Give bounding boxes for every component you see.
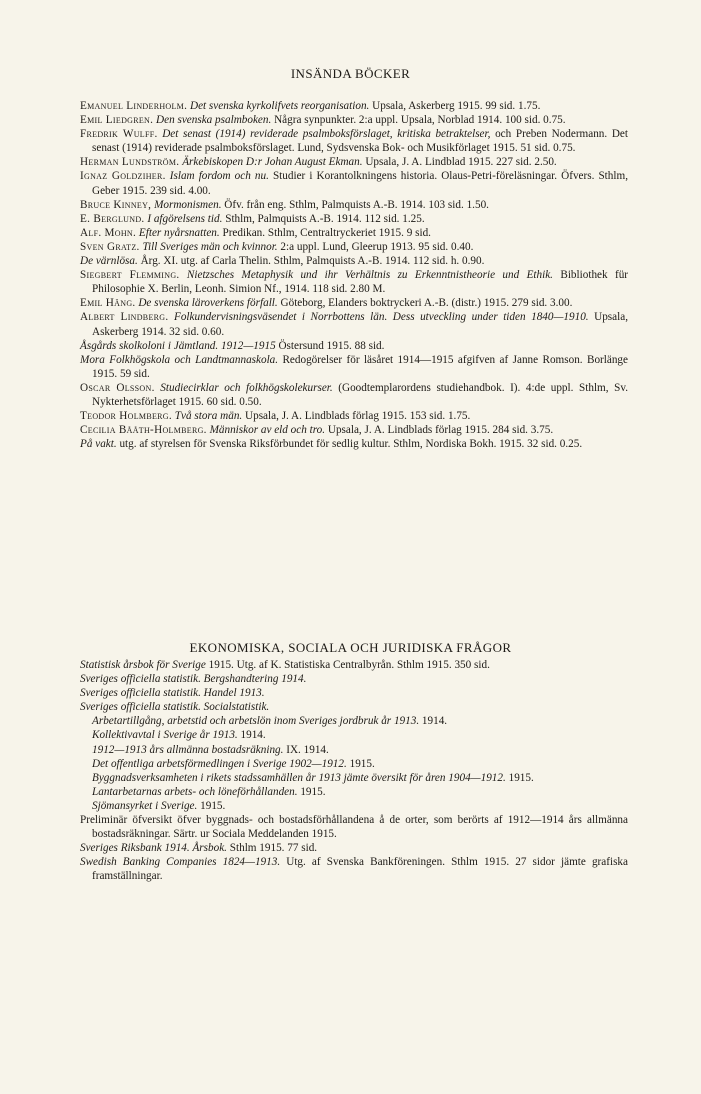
entry-details: Årg. XI. utg. af Carla Thelin. Sthlm, Palmquists A.-B. 1914. 112 sid. h. 0.90. [137,255,485,268]
entry-title: Mora Folkhögskola och Landtmannaskola. [80,353,279,366]
book-entry [80,198,628,212]
book-entry [80,437,628,451]
entry-details: 1915. [297,785,326,798]
entry-details: Preliminär öfversikt öfver byggnads- och bostadsförhållandena å de orter, som berörts af 1912—1914 års allmänna bostadsräkningar. Särtr. ur Sociala Meddelanden 1915. [80,814,628,841]
entry-title: Människor av eld och tro. [209,424,326,437]
book-entry [80,169,628,197]
entry-details: 1914. [237,729,266,742]
entry-author: Siegbert Flemming. [80,269,180,282]
entry-author: Teodor Holmberg. [80,410,172,423]
book-entry [80,212,628,226]
entry-title: Sjömansyrket i Sverige. [92,799,198,812]
book-entry [80,296,628,310]
entry-details: (Goodtemplarordens studiehandbok. I). 4:de uppl. Sthlm, Sv. Nykterhetsförlaget 1915. 60 sid. 0.50. [92,381,629,408]
entry-author: Bruce Kinney, [80,198,152,211]
entry-title: Sveriges Riksbank 1914. Årsbok. [80,842,227,855]
book-entry [80,310,628,338]
economic-entry [92,728,628,742]
entry-details: Upsala, J. A. Lindblads förlag 1915. 284 sid. 3.75. [325,424,554,437]
entry-title: Två stora män. [174,410,243,423]
entry-title: De svenska läroverkens förfall. [138,297,278,310]
entry-details: 1915. [505,771,534,784]
entry-title: Arbetartillgång, arbetstid och arbetslön inom Sveriges jordbruk år 1913. [92,715,420,728]
entry-details: utg. af styrelsen för Svenska Riksförbundet för sedlig kultur. Sthlm, Nordiska Bokh. 1915. 32 sid. 0.25. [116,438,583,451]
economic-entry [92,714,628,728]
entry-details: 1915. [346,757,375,770]
entry-title: Lantarbetarnas arbets- och löneförhållanden. [92,785,298,798]
book-entry [80,155,628,169]
economic-entry [92,771,628,785]
entry-title: Åsgårds skolkoloni i Jämtland. 1912—1915 [80,339,276,352]
economic-entry [80,700,628,714]
entry-title: Mormonismen. [154,198,222,211]
entry-details: Göteborg, Elanders boktryckeri A.-B. (distr.) 1915. 279 sid. 3.00. [277,297,573,310]
entry-author: Cecilia Bååth-Holmberg. [80,424,207,437]
entry-author: Sven Gratz. [80,240,140,253]
entry-title: Sveriges officiella statistik. Bergshandtering 1914. [80,673,307,686]
entry-title: Det senast (1914) reviderade psalmboksförslaget, kritiska betraktelser, [162,128,491,141]
entry-details: Upsala, J. A. Lindblads förlag 1915. 153 sid. 1.75. [242,410,471,423]
entry-title: I afgörelsens tid. [147,212,223,225]
entry-details: Öfv. från eng. Sthlm, Palmquists A.-B. 1914. 103 sid. 1.50. [221,198,489,211]
book-entry [80,353,628,381]
entry-title: Efter nyårsnatten. [138,226,220,239]
entry-author: Fredrik Wulff. [80,128,158,141]
book-entry [80,339,628,353]
entry-title: Sveriges officiella statistik. Handel 1913. [80,687,265,700]
entry-details: Predikan. Sthlm, Centraltryckeriet 1915. 9 sid. [219,226,431,239]
entry-title: Sveriges officiella statistik. Socialstatistik. [80,701,270,714]
entry-details: Upsala, Askerberg 1914. 32 sid. 0.60. [92,311,628,338]
book-entry [80,113,628,127]
entry-details: Några synpunkter. 2:a uppl. Upsala, Norblad 1914. 100 sid. 0.75. [271,114,566,127]
book-entry [80,268,628,296]
entry-details: och Preben Nodermann. Det senast (1914) reviderade psalmboksförslaget. Lund, Sydsvenska Bok- och Musikförlaget 1915. 51 sid. 0.75. [92,128,628,155]
economic-entry [92,757,628,771]
entry-details: 1914. [419,715,448,728]
book-list [80,99,628,451]
entry-title: Folkundervisningsväsendet i Norrbottens län. Dess utveckling under tiden 1840—1910. [173,311,589,324]
entry-author: Emanuel Linderholm. [80,100,188,112]
economic-entry [92,743,628,757]
entry-details: Östersund 1915. 88 sid. [275,339,385,352]
entry-title: Nietzsches Metaphysik und ihr Verhältnis zu Erkenntnistheorie und Ethik. [186,269,553,282]
book-entry [80,127,628,155]
entry-details: 1915. [197,799,226,812]
book-entry [80,240,628,254]
book-entry [80,409,628,423]
book-entry [80,99,628,113]
entry-title: 1912—1913 års allmänna bostadsräkning. [92,743,284,756]
economic-entry [80,813,628,841]
entry-details: Upsala, Askerberg 1915. 99 sid. 1.75. [369,100,541,112]
entry-author: Oscar Olsson. [80,381,155,394]
economic-entry [80,672,628,686]
book-entry [80,226,628,240]
entry-author: Ignaz Goldziher. [80,170,166,183]
book-entry [80,254,628,268]
entry-title: Det offentliga arbetsförmedlingen i Sverige 1902—1912. [92,757,347,770]
entry-author: Herman Lundström. [80,156,180,169]
economic-entry [92,785,628,799]
entry-title: Det svenska kyrkolifvets reorganisation. [189,100,370,112]
economic-entry [80,855,628,883]
entry-title: Swedish Banking Companies 1824—1913. [80,856,281,869]
entry-author: Emil Liedgren. [80,114,154,127]
economic-entry [80,686,628,700]
entry-title: Studiecirklar och folkhögskolekurser. [160,381,333,394]
entry-details: Studier i Korantolkningens historia. Olaus-Petri-föreläsningar. Öfvers. Sthlm, Geber 1915. 239 sid. 4.00. [92,170,628,197]
entry-title: Statistisk årsbok för Sverige [80,659,206,671]
entry-author: E. Berglund. [80,212,145,225]
entry-title: Islam fordom och nu. [169,170,269,183]
entry-details: Redogörelser för läsåret 1914—1915 afgifven af Janne Romson. Borlänge 1915. 59 sid. [92,353,628,380]
entry-details: Bibliothek für Philosophie X. Berlin, Leonh. Simion Nf., 1914. 118 sid. 2.80 M. [92,269,629,296]
section-heading-economic: EKONOMISKA, SOCIALA OCH JURIDISKA FRÅGOR [189,640,512,655]
entry-title: Till Sveriges män och kvinnor. [142,240,278,253]
entry-title: Byggnadsverksamheten i rikets stadssamhällen år 1913 jämte översikt för åren 1904—1912. [92,771,506,784]
entry-details: 2:a uppl. Lund, Gleerup 1913. 95 sid. 0.40. [277,240,474,253]
section-heading-books: INSÄNDA BÖCKER [290,66,411,81]
entry-author: Albert Lindberg. [80,311,169,324]
entry-title: Kollektivavtal i Sverige år 1913. [92,729,238,742]
entry-title: Ärkebiskopen D:r Johan August Ekman. [182,156,363,169]
entry-title: På vakt. [80,438,117,451]
entry-details: IX. 1914. [283,743,329,756]
book-entry [80,423,628,437]
economic-entry [80,658,628,672]
book-entry [80,381,628,409]
entry-title: Den svenska psalmboken. [156,114,272,127]
entry-author: Emil Häng. [80,297,136,310]
entry-details: Sthlm, Palmquists A.-B. 1914. 112 sid. 1.25. [222,212,425,225]
entry-details: Upsala, J. A. Lindblad 1915. 227 sid. 2.50. [362,156,557,169]
entry-title: De värnlösa. [80,255,138,268]
entry-details: Sthlm 1915. 77 sid. [226,842,318,855]
entry-details: 1915. Utg. af K. Statistiska Centralbyrån. Sthlm 1915. 350 sid. [205,659,490,671]
economic-list [80,658,628,884]
entry-author: Alf. Mohn. [80,226,137,239]
entry-details: Utg. af Svenska Bankföreningen. Sthlm 1915. 27 sidor jämte grafiska framställningar. [92,856,628,883]
economic-entry [80,841,628,855]
economic-entry [92,799,628,813]
